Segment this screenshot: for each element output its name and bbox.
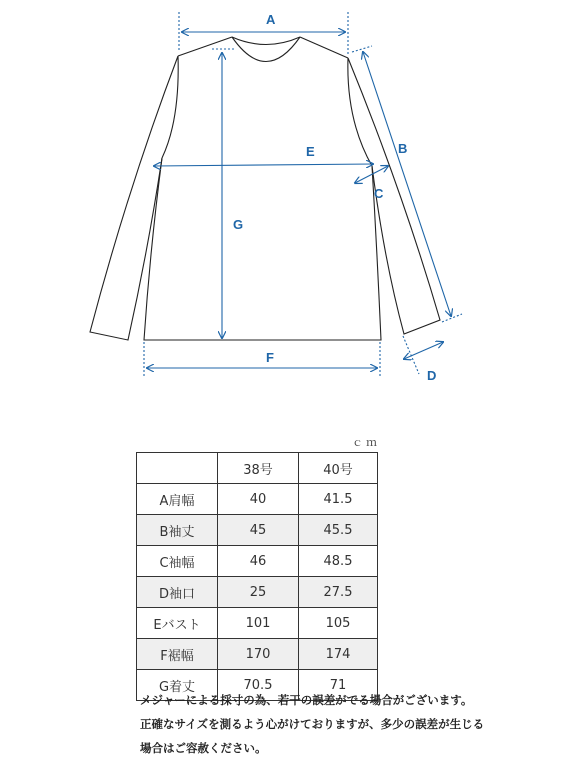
note-line: 場合はご容赦ください。 <box>140 741 267 755</box>
cell-40: 71 <box>299 670 378 701</box>
table-row <box>137 546 378 577</box>
row-label: Eバスト <box>137 608 218 639</box>
table-row <box>137 515 378 546</box>
label-b: B <box>398 141 408 156</box>
table-row <box>137 577 378 608</box>
table-header-cell: 38号 <box>218 453 299 484</box>
label-d: D <box>427 368 437 383</box>
garment-diagram <box>0 0 578 390</box>
row-label: F裾幅 <box>137 639 218 670</box>
row-label: D袖口 <box>137 577 218 608</box>
cell-40: 174 <box>299 639 378 670</box>
note-line: 正確なサイズを測るよう心がけておりますが、多少の誤差が生じる <box>140 717 485 731</box>
label-c: C <box>374 186 384 201</box>
table-header-cell <box>137 453 218 484</box>
row-label: A肩幅 <box>137 484 218 515</box>
cell-40: 48.5 <box>299 546 378 577</box>
table-row <box>137 639 378 670</box>
cell-38: 70.5 <box>218 670 299 701</box>
cell-38: 46 <box>218 546 299 577</box>
unit-label: ｃｍ <box>352 436 380 449</box>
row-label: C袖幅 <box>137 546 218 577</box>
cell-40: 45.5 <box>299 515 378 546</box>
table-row <box>137 484 378 515</box>
garment-outline <box>90 37 440 340</box>
label-a: A <box>266 12 276 27</box>
label-g: G <box>233 217 244 232</box>
table-header-row <box>137 453 378 484</box>
measurement-lines <box>144 12 462 376</box>
table-row <box>137 608 378 639</box>
label-e: E <box>306 144 315 159</box>
row-label: G着丈 <box>137 670 218 701</box>
measurement-notes <box>140 688 484 760</box>
cell-38: 170 <box>218 639 299 670</box>
cell-38: 45 <box>218 515 299 546</box>
cell-40: 105 <box>299 608 378 639</box>
cell-38: 25 <box>218 577 299 608</box>
cell-38: 40 <box>218 484 299 515</box>
cell-40: 27.5 <box>299 577 378 608</box>
size-table <box>136 452 378 701</box>
note-line: メジャーによる採寸の為、若干の誤差がでる場合がございます。 <box>140 693 473 707</box>
cell-38: 101 <box>218 608 299 639</box>
label-f: F <box>266 350 274 365</box>
row-label: B袖丈 <box>137 515 218 546</box>
cell-40: 41.5 <box>299 484 378 515</box>
table-header-cell: 40号 <box>299 453 378 484</box>
